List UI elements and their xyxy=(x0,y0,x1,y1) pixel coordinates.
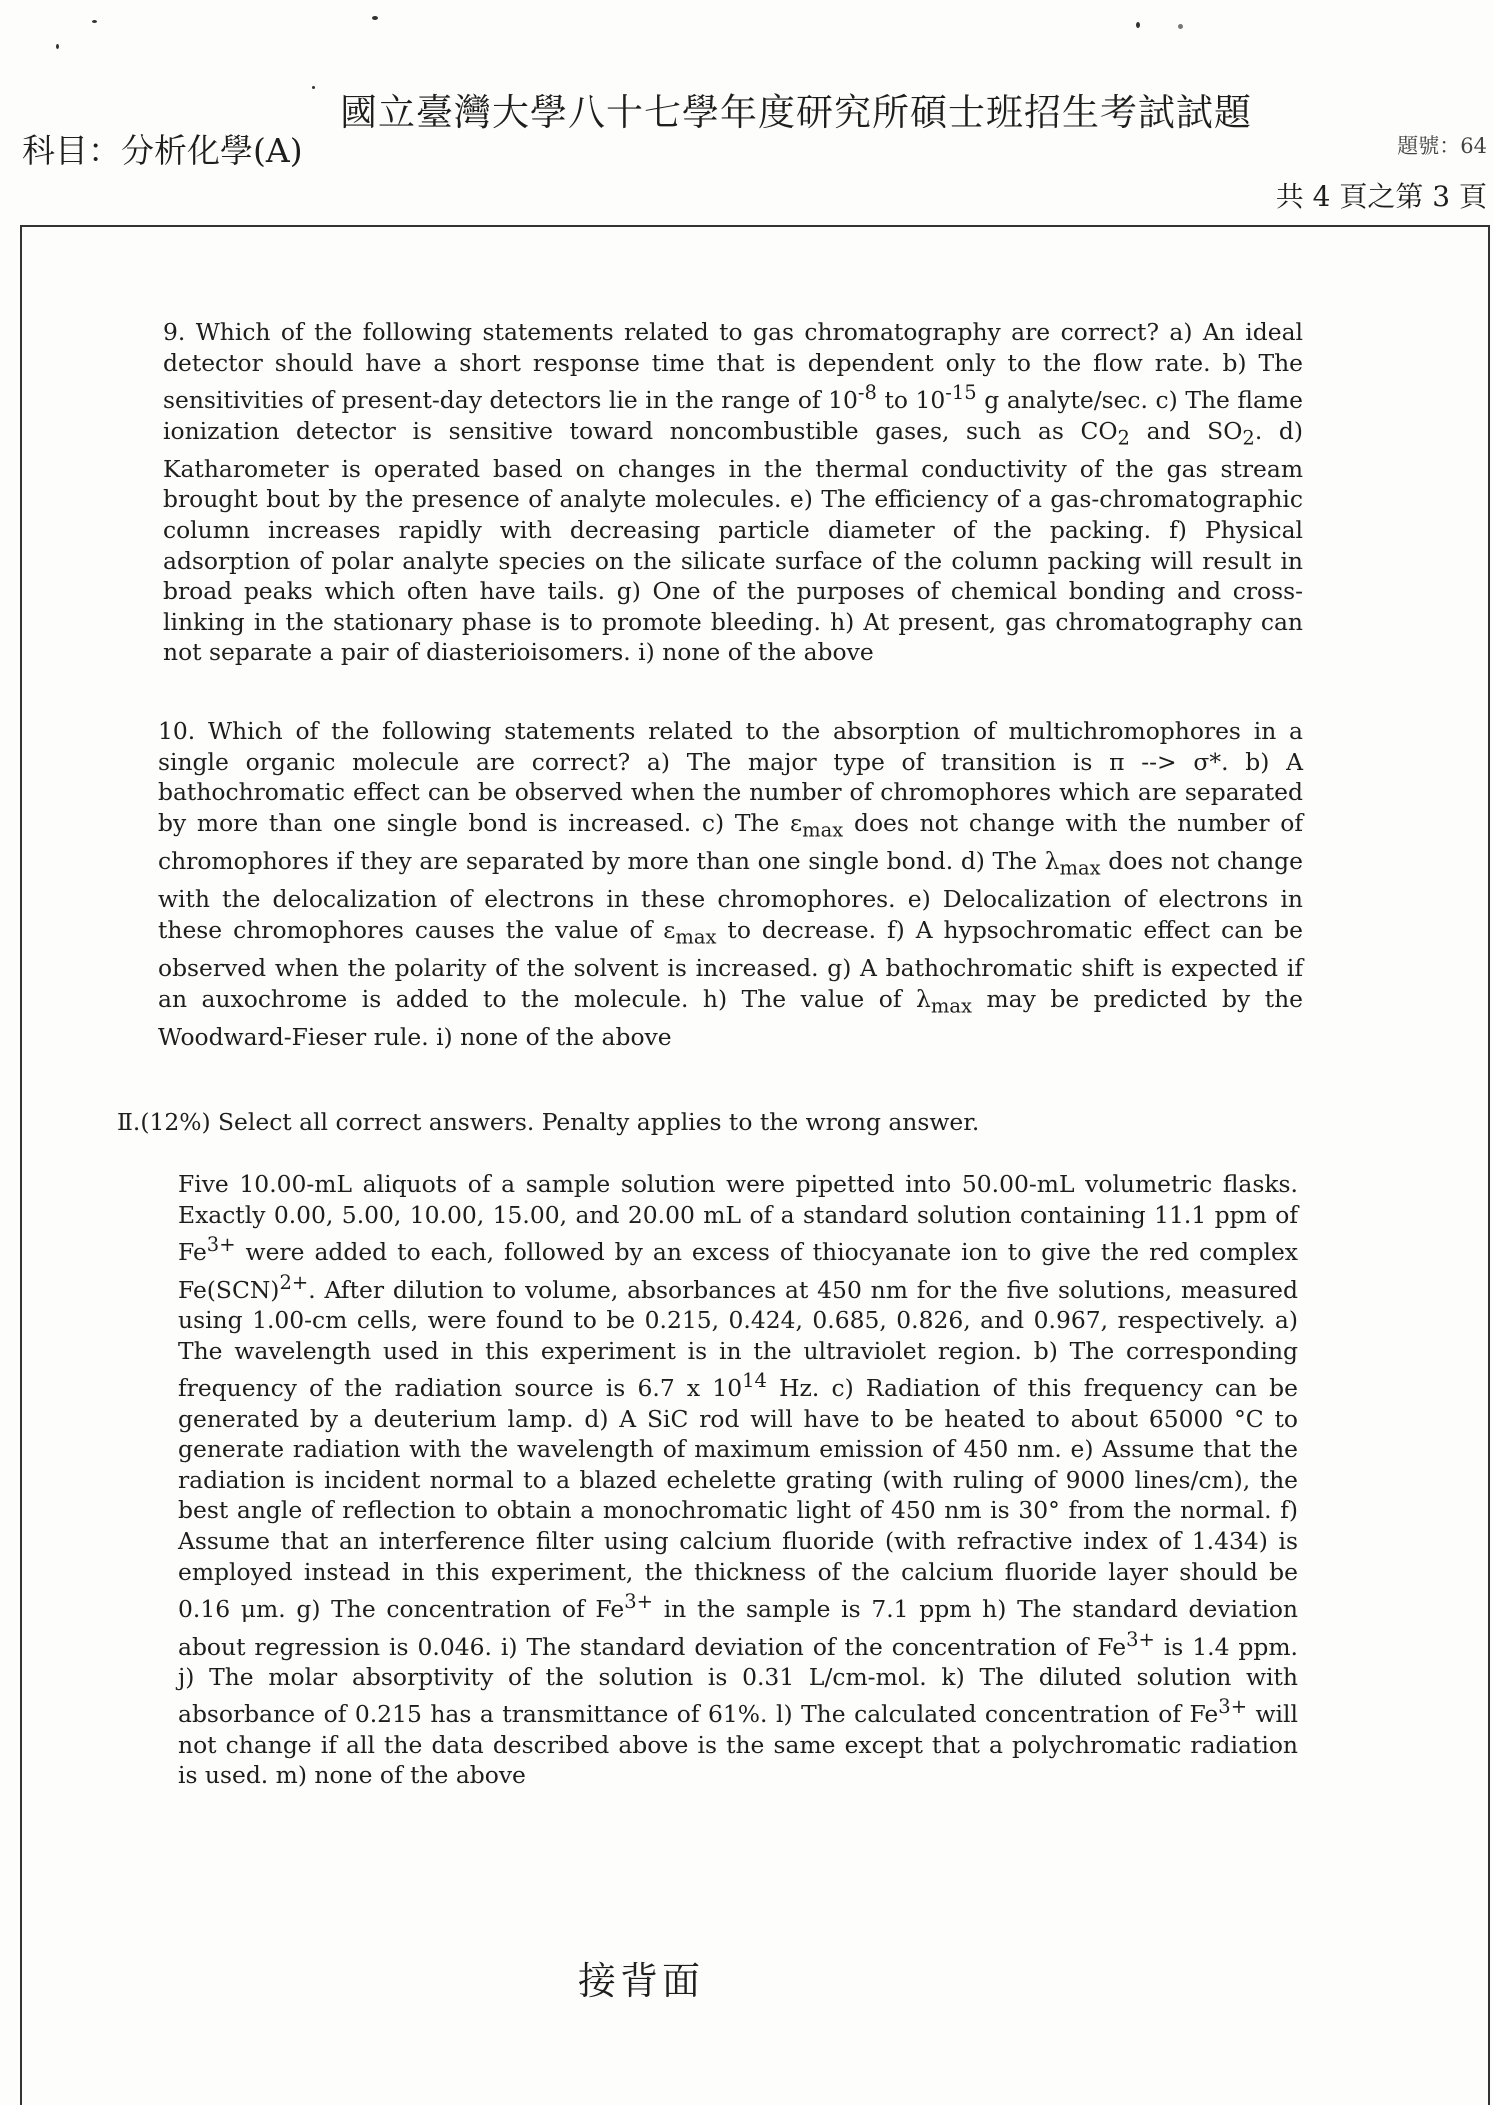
section-2-passage: Five 10.00-mL aliquots of a sample solution were pipetted into 50.00-mL volumetric flasks. Exactly 0.00, 5.00, 10.00, 15.00, and 20.00 mL of a standard solution containing 11.1 ppm of $Fe^{3+}$ were added to each, followed by an excess of thiocyanate ion to give the red complex Fe(SCN)$^{2+}$. After dilution to volume, absorbances at 450 nm for the five solutions, measured using 1.00-cm cells, were found to be 0.215, 0.424, 0.685, 0.826, and 0.967, respectively. a) The wavelength used in this experiment is in the ultraviolet region. b) The corresponding frequency of the radiation source is 6.7 x $10^{14}$ Hz. c) Radiation of this frequency can be generated by a deuterium lamp. d) A SiC rod will have to be heated to about 65000 °C to generate radiation with the wavelength of maximum emission of 450 nm. e) Assume that the radiation is incident normal to a blazed echelette grating (with ruling of 9000 lines/cm), the best angle of reflection to obtain a monochromatic light of 450 nm is 30° from the normal. f) Assume that an interference filter using calcium fluoride (with refractive index of 1.434) is employed instead in this experiment, the thickness of the calcium fluoride layer should be 0.16 μm. g) The concentration of $Fe^{3+}$ in the sample is 7.1 ppm h) The standard deviation about regression is 0.046. i) The standard deviation of the concentration of $Fe^{3+}$ is 1.4 ppm. j) The molar absorptivity of the solution is 0.31 L/cm-mol. k) The diluted solution with absorbance of 0.215 has a transmittance of 61%. l) The calculated concentration of $Fe^{3+}$ will not change if all the data described above is the same except that a polychromatic radiation is used. m) none of the above xyxy=(178,1170,1298,1790)
question-10-text: Which of the following statements related to the absorption of multichromophores in a single organic molecule are correct? a) The major type of transition is π --> σ*. b) A bathochromatic effect can be observed when the number of chromophores which are separated by more than one single bond is increased. c) The $\varepsilon_{max}$ does not change with the number of chromophores if they are separated by more than one single bond. d) The $\lambda_{max}$ does not change with the delocalization of electrons in these chromophores. e) Delocalization of electrons in these chromophores causes the value of $\varepsilon_{max}$ to decrease. f) A hypsochromatic effect can be observed when the polarity of the solvent is increased. g) A bathochromatic shift is expected if an auxochrome is added to the molecule. h) The value of $\lambda_{max}$ may be predicted by the Woodward-Fieser rule. i) none of the above xyxy=(158,717,1303,1052)
scan-speck xyxy=(92,20,97,23)
scan-speck xyxy=(1178,24,1183,29)
question-10 xyxy=(158,716,1303,1053)
exam-title: 國立臺灣大學八十七學年度研究所碩士班招生考試試題 xyxy=(340,91,1252,134)
subject-label: 科目：分析化學(A) xyxy=(22,131,303,170)
turn-over-note: 接背面 xyxy=(578,1959,705,2003)
section-2-heading: Ⅱ.(12%) Select all correct answers. Penalty applies to the wrong answer. xyxy=(117,1108,980,1136)
scan-speck xyxy=(1136,22,1140,28)
scan-speck xyxy=(312,86,315,89)
question-9 xyxy=(163,317,1303,668)
question-code: 題號：64 xyxy=(1397,134,1487,158)
question-10-number: 10. xyxy=(158,717,196,745)
page-indicator: 共 4 頁之第 3 頁 xyxy=(1275,180,1487,213)
scan-speck xyxy=(372,16,378,20)
question-9-number: 9. xyxy=(163,318,186,346)
question-9-text: Which of the following statements related to gas chromatography are correct? a) An ideal detector should have a short response time that is dependent only to the flow rate. b) The sensitivities of present-day detectors lie in the range of $10^{-8}$ to $10^{-15}$ g analyte/sec. c) The flame ionization detector is sensitive toward noncombustible gases, such as $CO_2$ and $SO_2$. d) Katharometer is operated based on changes in the thermal conductivity of the gas stream brought bout by the presence of analyte molecules. e) The efficiency of a gas-chromatographic column increases rapidly with decreasing particle diameter of the packing. f) Physical adsorption of polar analyte species on the silicate surface of the column packing will result in broad peaks which often have tails. g) One of the purposes of chemical bonding and cross-linking in the stationary phase is to promote bleeding. h) At present, gas chromatography can not separate a pair of diasterioisomers. i) none of the above xyxy=(163,318,1303,667)
scan-speck xyxy=(56,44,59,49)
